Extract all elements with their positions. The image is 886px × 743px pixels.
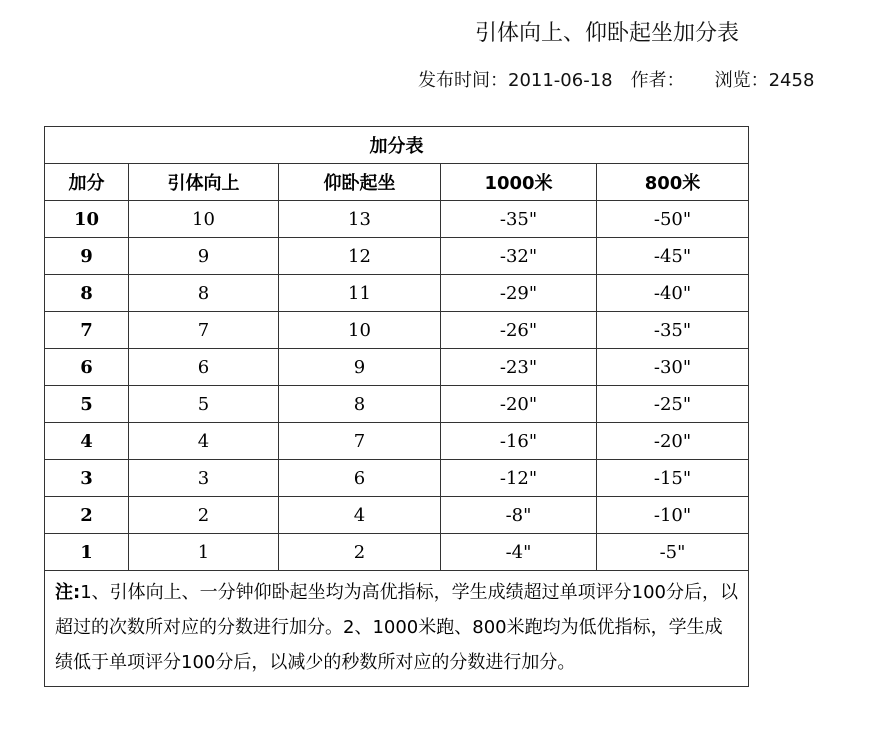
- score-cell: 5: [45, 386, 129, 423]
- score-cell: 2: [45, 497, 129, 534]
- run-1000m-cell: -4": [441, 534, 597, 571]
- score-cell: 7: [45, 312, 129, 349]
- run-1000m-cell: -23": [441, 349, 597, 386]
- publish-label: 发布时间：: [418, 70, 508, 91]
- pullups-cell: 10: [129, 201, 279, 238]
- author-label: 作者：: [630, 70, 685, 91]
- situps-cell: 4: [279, 497, 441, 534]
- run-800m-cell: -30": [597, 349, 749, 386]
- article-meta: [418, 66, 814, 92]
- situps-cell: 11: [279, 275, 441, 312]
- run-800m-cell: -35": [597, 312, 749, 349]
- header-situps: 仰卧起坐: [279, 164, 441, 201]
- note-row: [45, 571, 749, 687]
- score-cell: 10: [45, 201, 129, 238]
- score-cell: 3: [45, 460, 129, 497]
- run-1000m-cell: -16": [441, 423, 597, 460]
- header-1000m: 1000米: [441, 164, 597, 201]
- header-pullups: 引体向上: [129, 164, 279, 201]
- pullups-cell: 8: [129, 275, 279, 312]
- pullups-cell: 6: [129, 349, 279, 386]
- pullups-cell: 5: [129, 386, 279, 423]
- table-row: [45, 423, 749, 460]
- score-cell: 4: [45, 423, 129, 460]
- run-1000m-cell: -8": [441, 497, 597, 534]
- situps-cell: 9: [279, 349, 441, 386]
- table-caption: 加分表: [45, 127, 749, 164]
- caption-row: [45, 127, 749, 164]
- run-1000m-cell: -12": [441, 460, 597, 497]
- situps-cell: 7: [279, 423, 441, 460]
- run-800m-cell: -50": [597, 201, 749, 238]
- table-row: [45, 201, 749, 238]
- table-row: [45, 312, 749, 349]
- header-row: [45, 164, 749, 201]
- table-row: [45, 349, 749, 386]
- run-800m-cell: -5": [597, 534, 749, 571]
- header-800m: 800米: [597, 164, 749, 201]
- situps-cell: 10: [279, 312, 441, 349]
- table-note: [45, 571, 749, 687]
- page-title: 引体向上、仰卧起坐加分表: [475, 21, 740, 46]
- run-1000m-cell: -29": [441, 275, 597, 312]
- table-row: [45, 238, 749, 275]
- situps-cell: 12: [279, 238, 441, 275]
- run-800m-cell: -40": [597, 275, 749, 312]
- situps-cell: 8: [279, 386, 441, 423]
- views-label: 浏览：: [714, 70, 769, 91]
- publish-date: 2011-06-18: [508, 70, 613, 91]
- run-1000m-cell: -35": [441, 201, 597, 238]
- pullups-cell: 1: [129, 534, 279, 571]
- run-1000m-cell: -26": [441, 312, 597, 349]
- bonus-table: [44, 126, 749, 687]
- pullups-cell: 2: [129, 497, 279, 534]
- run-800m-cell: -45": [597, 238, 749, 275]
- score-cell: 6: [45, 349, 129, 386]
- pullups-cell: 3: [129, 460, 279, 497]
- run-800m-cell: -15": [597, 460, 749, 497]
- situps-cell: 2: [279, 534, 441, 571]
- table-row: [45, 386, 749, 423]
- run-800m-cell: -20": [597, 423, 749, 460]
- pullups-cell: 7: [129, 312, 279, 349]
- note-label: 注:: [55, 582, 81, 603]
- score-cell: 1: [45, 534, 129, 571]
- score-cell: 8: [45, 275, 129, 312]
- run-800m-cell: -25": [597, 386, 749, 423]
- run-800m-cell: -10": [597, 497, 749, 534]
- table-row: [45, 275, 749, 312]
- situps-cell: 6: [279, 460, 441, 497]
- run-1000m-cell: -20": [441, 386, 597, 423]
- table-row: [45, 497, 749, 534]
- table-row: [45, 534, 749, 571]
- views-count: 2458: [768, 70, 815, 91]
- run-1000m-cell: -32": [441, 238, 597, 275]
- note-text: 1、引体向上、一分钟仰卧起坐均为高优指标，学生成绩超过单项评分100分后，以超过的次数所对应的分数进行加分。2、1000米跑、800米跑均为低优指标，学生成绩低于单项评分100分后，以减少的秒数所对应的分数进行加分。: [55, 582, 739, 673]
- score-cell: 9: [45, 238, 129, 275]
- pullups-cell: 4: [129, 423, 279, 460]
- situps-cell: 13: [279, 201, 441, 238]
- table-row: [45, 460, 749, 497]
- header-score: 加分: [45, 164, 129, 201]
- pullups-cell: 9: [129, 238, 279, 275]
